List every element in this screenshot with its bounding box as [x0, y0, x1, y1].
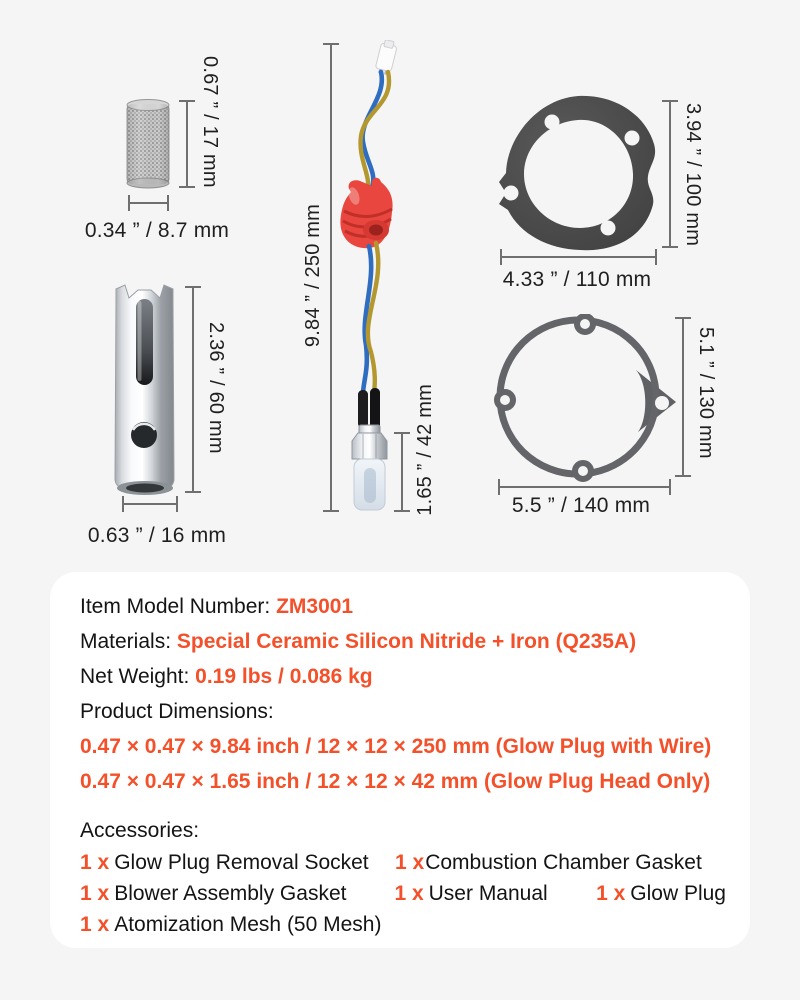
gasket-top-height-label: 3.94 ” / 100 mm [682, 103, 704, 247]
accessory-blower-gasket [80, 878, 394, 909]
spacer [80, 799, 726, 814]
hex-nut [352, 425, 387, 459]
mesh-height-label: 0.67 ” / 17 mm [199, 56, 221, 188]
socket-width-dimension-line [122, 503, 178, 505]
mesh-width-dimension-line [128, 202, 169, 204]
gasket-bottom-width-label: 5.5 ” / 140 mm [511, 494, 651, 517]
net-weight-line [80, 659, 726, 694]
accessory-qty: 1 x [394, 882, 424, 905]
materials-line [80, 624, 726, 659]
gasket-bottom-width-dimension-line [498, 486, 671, 488]
accessory-combustion-gasket [395, 847, 702, 878]
glow-plug-head-dimension-line [401, 432, 403, 512]
glow-plug-head [354, 459, 385, 510]
accessories-row-2 [80, 878, 726, 909]
glow-plug-head-label: 1.65 ” / 42 mm [414, 384, 436, 516]
accessory-name: Glow Plug [630, 882, 726, 905]
net-weight-label: Net Weight: [80, 665, 196, 688]
combustion-chamber-gasket-photo [492, 92, 668, 258]
gasket-bottom-height-dimension-line [682, 317, 684, 477]
accessory-atomization-mesh [80, 909, 381, 940]
accessory-name: Blower Assembly Gasket [114, 882, 347, 905]
accessories-row-3 [80, 909, 726, 940]
accessory-user-manual [394, 878, 596, 909]
gasket-top-width-dimension-line [500, 256, 657, 258]
dimension-line-with-wire: 0.47 × 0.47 × 9.84 inch / 12 × 12 × 250 mm (Glow Plug with Wire) [80, 735, 712, 758]
removal-socket-photo [110, 283, 182, 498]
accessory-qty: 1 x [395, 851, 425, 874]
accessories-heading: Accessories: [80, 819, 200, 842]
accessory-name: User Manual [428, 882, 548, 905]
mesh-height-dimension-line [186, 100, 188, 188]
accessory-name: Atomization Mesh (50 Mesh) [114, 913, 382, 936]
gasket-top-width-label: 4.33 ” / 110 mm [502, 268, 652, 291]
materials-value: Special Ceramic Silicon Nitride + Iron (Q235A) [176, 630, 637, 653]
net-weight-value: 0.19 lbs / 0.086 kg [195, 665, 373, 688]
model-number-line [80, 589, 726, 624]
socket-width-label: 0.63 ” / 16 mm [87, 524, 227, 547]
blower-assembly-gasket-photo [490, 314, 690, 482]
model-number-label: Item Model Number: [80, 595, 277, 618]
spec-panel [50, 572, 750, 948]
socket-height-dimension-line [192, 286, 194, 493]
red-rubber-boot [340, 178, 392, 248]
gasket-top-height-dimension-line [669, 100, 671, 248]
gasket-bottom-height-label: 5.1 ” / 130 mm [695, 327, 717, 459]
wire-connector [374, 40, 398, 76]
accessory-qty: 1 x [596, 882, 626, 905]
accessories-row-1 [80, 847, 726, 878]
crimp-terminals [358, 388, 380, 430]
glow-plug-length-label: 9.84 ” / 250 mm [302, 204, 324, 348]
dimension-line-head-only: 0.47 × 0.47 × 1.65 inch / 12 × 12 × 42 mm (Glow Plug Head Only) [80, 770, 711, 793]
accessory-qty: 1 x [80, 882, 110, 905]
accessory-name: Glow Plug Removal Socket [114, 851, 369, 874]
atomization-mesh-photo [124, 98, 172, 190]
glow-plug-length-dimension-line [330, 43, 332, 512]
materials-label: Materials: [80, 630, 177, 653]
accessory-qty: 1 x [80, 851, 110, 874]
accessory-name: Combustion Chamber Gasket [425, 851, 702, 874]
glow-plug-photo [335, 40, 415, 518]
mesh-width-label: 0.34 ” / 8.7 mm [84, 219, 230, 242]
model-number-value: ZM3001 [276, 595, 354, 618]
accessory-qty: 1 x [80, 913, 110, 936]
product-dimensions-heading: Product Dimensions: [80, 700, 274, 723]
accessory-glow-plug [596, 878, 726, 909]
socket-height-label: 2.36 ” / 60 mm [205, 322, 227, 454]
accessory-removal-socket [80, 847, 395, 878]
